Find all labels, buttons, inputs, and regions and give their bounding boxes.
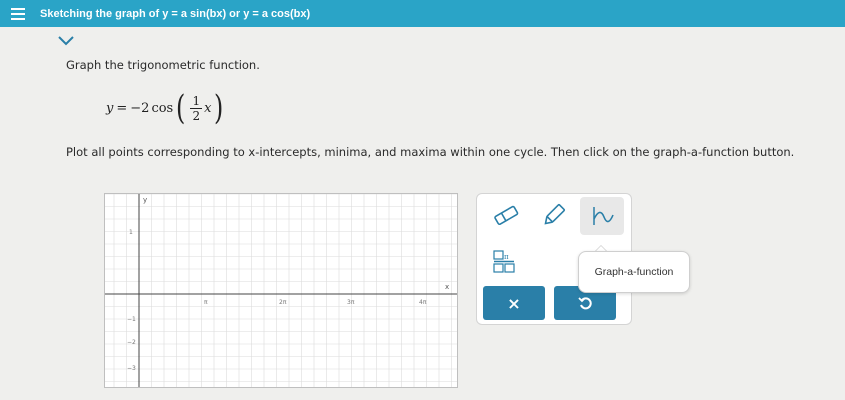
graph-a-function-tooltip: Graph-a-function <box>578 251 690 293</box>
y-axis-label: y <box>143 196 148 204</box>
question-prompt: Graph the trigonometric function. <box>66 58 260 72</box>
graph-canvas[interactable] <box>105 194 457 387</box>
x-tick-label: 4π <box>419 299 427 306</box>
svg-text:π: π <box>504 253 509 261</box>
chevron-down-icon[interactable] <box>56 34 76 48</box>
left-paren: ( <box>176 88 186 128</box>
equation-function: cos <box>151 100 174 116</box>
x-tick-label: π <box>204 299 208 306</box>
y-tick-label: −3 <box>127 365 136 372</box>
equation-variable: x <box>204 100 212 116</box>
equation-equals: = <box>116 100 128 116</box>
right-paren: ) <box>214 88 224 128</box>
x-axis-label: x <box>445 283 450 291</box>
fraction-pi-icon[interactable] <box>484 246 524 276</box>
equation-coefficient: −2 <box>130 100 150 116</box>
undo-icon <box>578 296 592 310</box>
clear-button[interactable]: × <box>483 286 545 320</box>
fraction-denominator: 2 <box>192 108 201 123</box>
equation-fraction <box>190 94 202 123</box>
graph-panel[interactable] <box>104 193 458 388</box>
pencil-icon[interactable] <box>534 200 574 230</box>
x-tick-label: 3π <box>347 299 355 306</box>
header-bar <box>0 0 845 27</box>
y-tick-label: −1 <box>127 316 136 323</box>
graph-function-icon[interactable] <box>580 197 624 235</box>
instructions: Plot all points corresponding to x-intercepts, minima, and maxima within one cycle. Then click on the graph-a-function button. <box>66 145 795 159</box>
y-tick-label: 1 <box>129 229 133 236</box>
x-tick-label: 2π <box>279 299 287 306</box>
hamburger-icon[interactable] <box>0 0 36 27</box>
y-tick-label: −2 <box>127 339 136 346</box>
fraction-numerator: 1 <box>192 93 201 108</box>
topic-title: Sketching the graph of y = a sin(bx) or y = a cos(bx) <box>40 7 311 20</box>
eraser-icon[interactable] <box>486 200 526 230</box>
equation <box>106 88 227 128</box>
equation-lhs: y <box>106 100 114 116</box>
graph-grid <box>105 194 457 387</box>
